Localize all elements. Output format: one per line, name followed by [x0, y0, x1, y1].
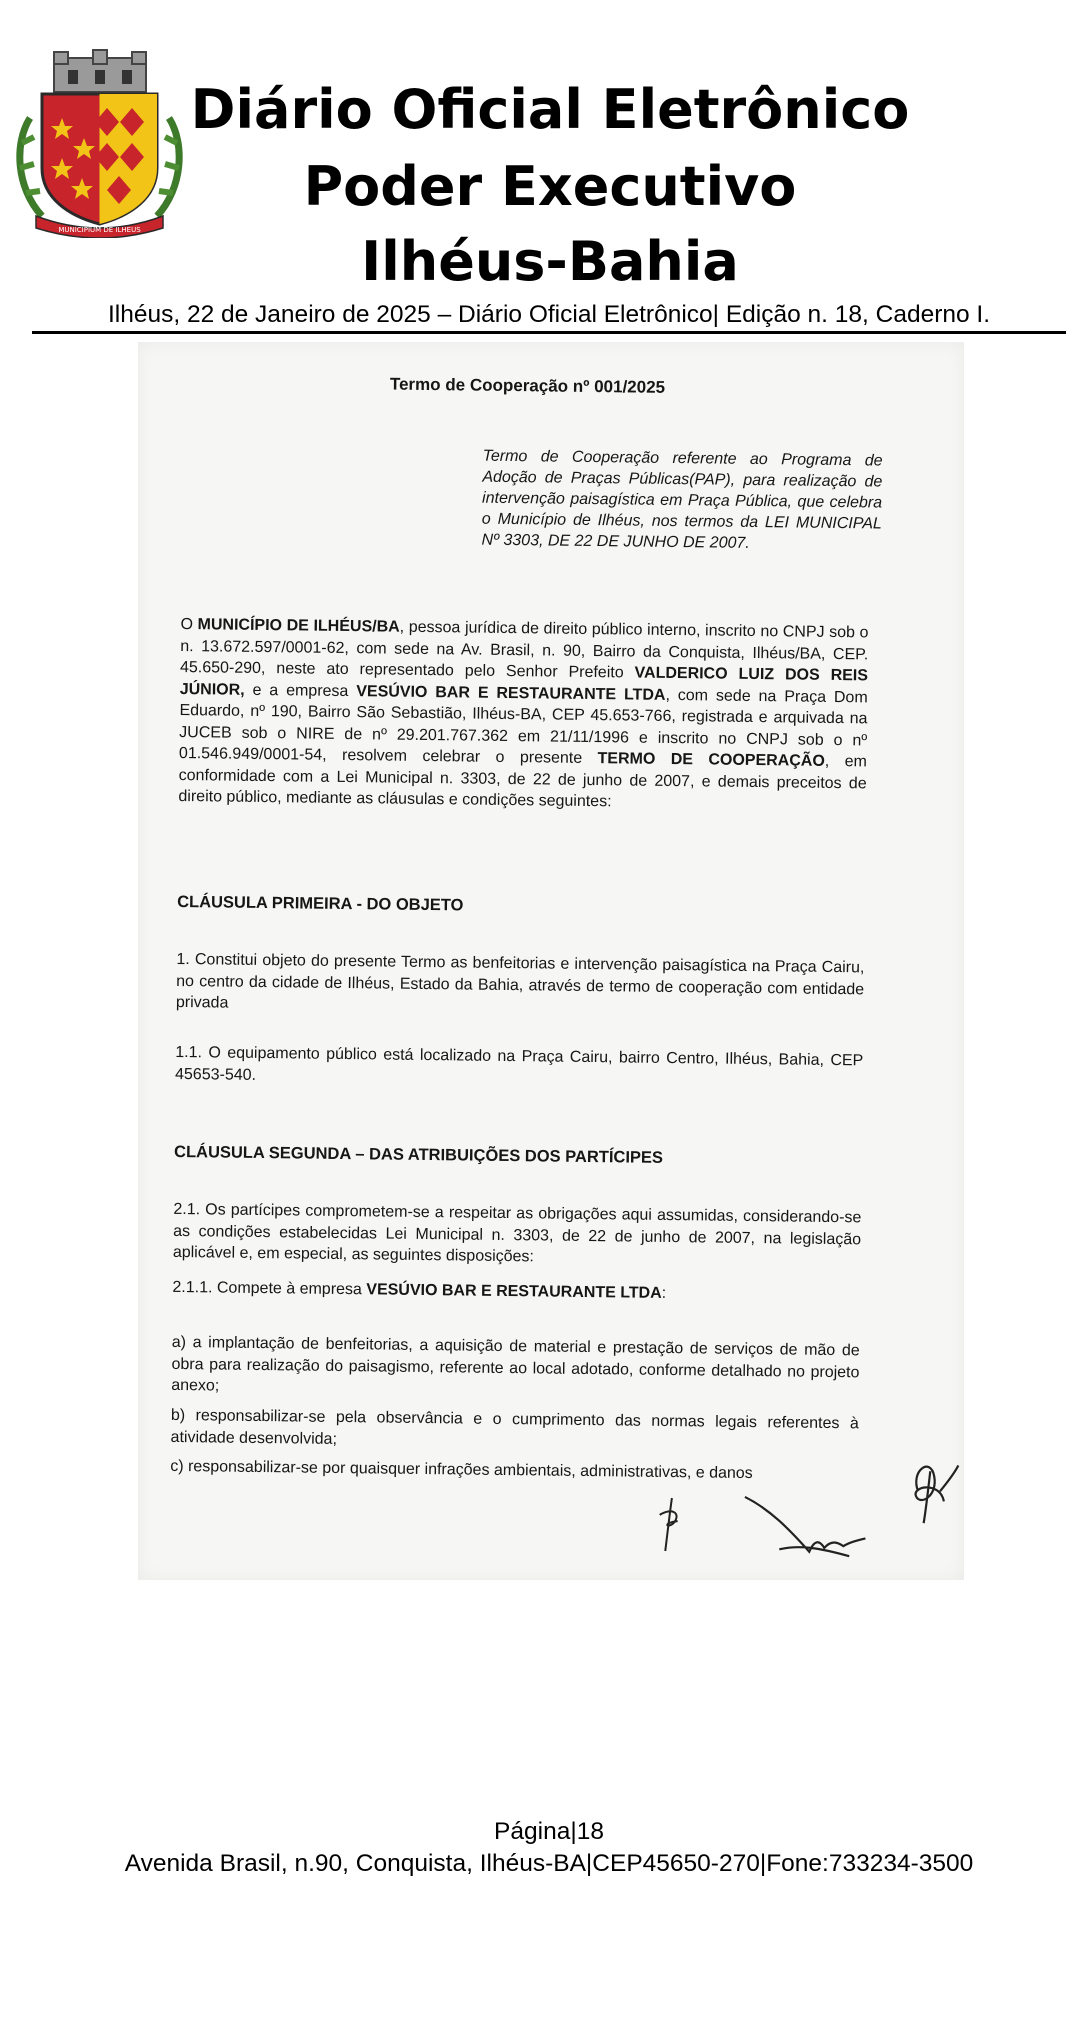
clause1-item-1: 1. Constitui objeto do presente Termo as benfeitorias e intervenção paisagística na Praça Cairu, no centro da cidade de Ilhéus, Estado da Bahia, através de termo de cooperação com entidade privada — [175, 950, 865, 1012]
clause2-heading: CLÁUSULA SEGUNDA – DAS ATRIBUIÇÕES DOS PARTÍCIPES — [173, 1142, 664, 1167]
clause2-item-2-1-1: 2.1.1. Compete à empresa VESÚVIO BAR E RESTAURANTE LTDA: — [172, 1278, 667, 1302]
preamble-paragraph: O MUNICÍPIO DE ILHÉUS/BA, pessoa jurídica de direito público interno, inscrito no CNPJ sob o n. 13.672.597/0001-62, com sede na Av. Brasil, n. 90, Bairro da Conquista, Ilhéus/BA, CEP. 45.650-290, neste ato representado pelo Senhor Prefeito VALDERICO LUIZ DOS REIS JÚNIOR, e a empresa VESÚVIO BAR E RESTAURANTE LTDA, com sede na Praça Dom Eduardo, nº 190, Bairro São Sebastião, Ilhéus-BA, CEP 45.653-766, registrada e arquivada na JUCEB sob o NIRE de nº 29.201.767.362 em 21/11/1996 e inscrito no CNPJ sob o nº 01.546.949/0001-54, resolvem celebrar o presente TERMO DE COOPERAÇÃO, em conformidade com a Lei Municipal n. 3303, de 22 de junho de 2007, e demais preceitos de direito público, mediante as cláusulas e condições seguintes: — [178, 615, 869, 811]
footer-address: Avenida Brasil, n.90, Conquista, Ilhéus-BA|CEP45650-270|Fone:733234-3500 — [124, 1850, 974, 1877]
page-number: Página|18 — [494, 1818, 604, 1845]
clause1-item-1-1: 1.1. O equipamento público está localizado na Praça Cairu, bairro Centro, Ilhéus, Bahia, CEP 45653-540. — [174, 1043, 864, 1084]
masthead-title: Diário Oficial Eletrônico — [190, 78, 910, 141]
clause2-item-b: b) responsabilizar-se pela observância e o cumprimento das normas legais referentes à atividade desenvolvida; — [170, 1406, 859, 1448]
clause2-item-2-1: 2.1. Os partícipes comprometem-se a respeitar as obrigações aqui assumidas, considerando-se as condições estabelecidas Lei Municipal n. 3303, de 22 de junho de 2007, na legislação aplicável e, em especial, as seguintes disposições: — [172, 1200, 862, 1266]
edition-line: Ilhéus, 22 de Janeiro de 2025 – Diário Oficial Eletrônico| Edição n. 18, Caderno I. — [107, 301, 991, 328]
masthead-city: Ilhéus-Bahia — [361, 230, 739, 293]
clause2-item-c: c) responsabilizar-se por quaisquer infrações ambientais, administrativas, e danos — [170, 1457, 753, 1483]
masthead-subtitle: Poder Executivo — [303, 155, 797, 218]
svg-text:MUNICIPIUM DE ILHEUS: MUNICIPIUM DE ILHEUS — [58, 226, 141, 234]
signature-initial-1 — [651, 1493, 692, 1553]
header-divider — [32, 331, 1066, 334]
signature-2 — [739, 1489, 870, 1566]
document-ementa: Termo de Cooperação referente ao Programa de Adoção de Praças Públicas(PAP), para realização de intervenção paisagística em Praça Pública, que celebra o Município de Ilhéus, nos termos da LEI MUNICIPAL Nº 3303, DE 22 DE JUNHO DE 2007. — [481, 447, 883, 552]
document-title: Termo de Cooperação nº 001/2025 — [389, 374, 666, 397]
clause2-item-a: a) a implantação de benfeitorias, a aquisição de material e prestação de serviços de mão de obra para realização do paisagismo, referente ao local adotado, conforme detalhado no projeto anexo; — [171, 1333, 860, 1395]
clause1-heading: CLÁUSULA PRIMEIRA - DO OBJETO — [177, 892, 464, 915]
scanned-document — [138, 342, 964, 1580]
signature-initial-3 — [900, 1451, 961, 1527]
